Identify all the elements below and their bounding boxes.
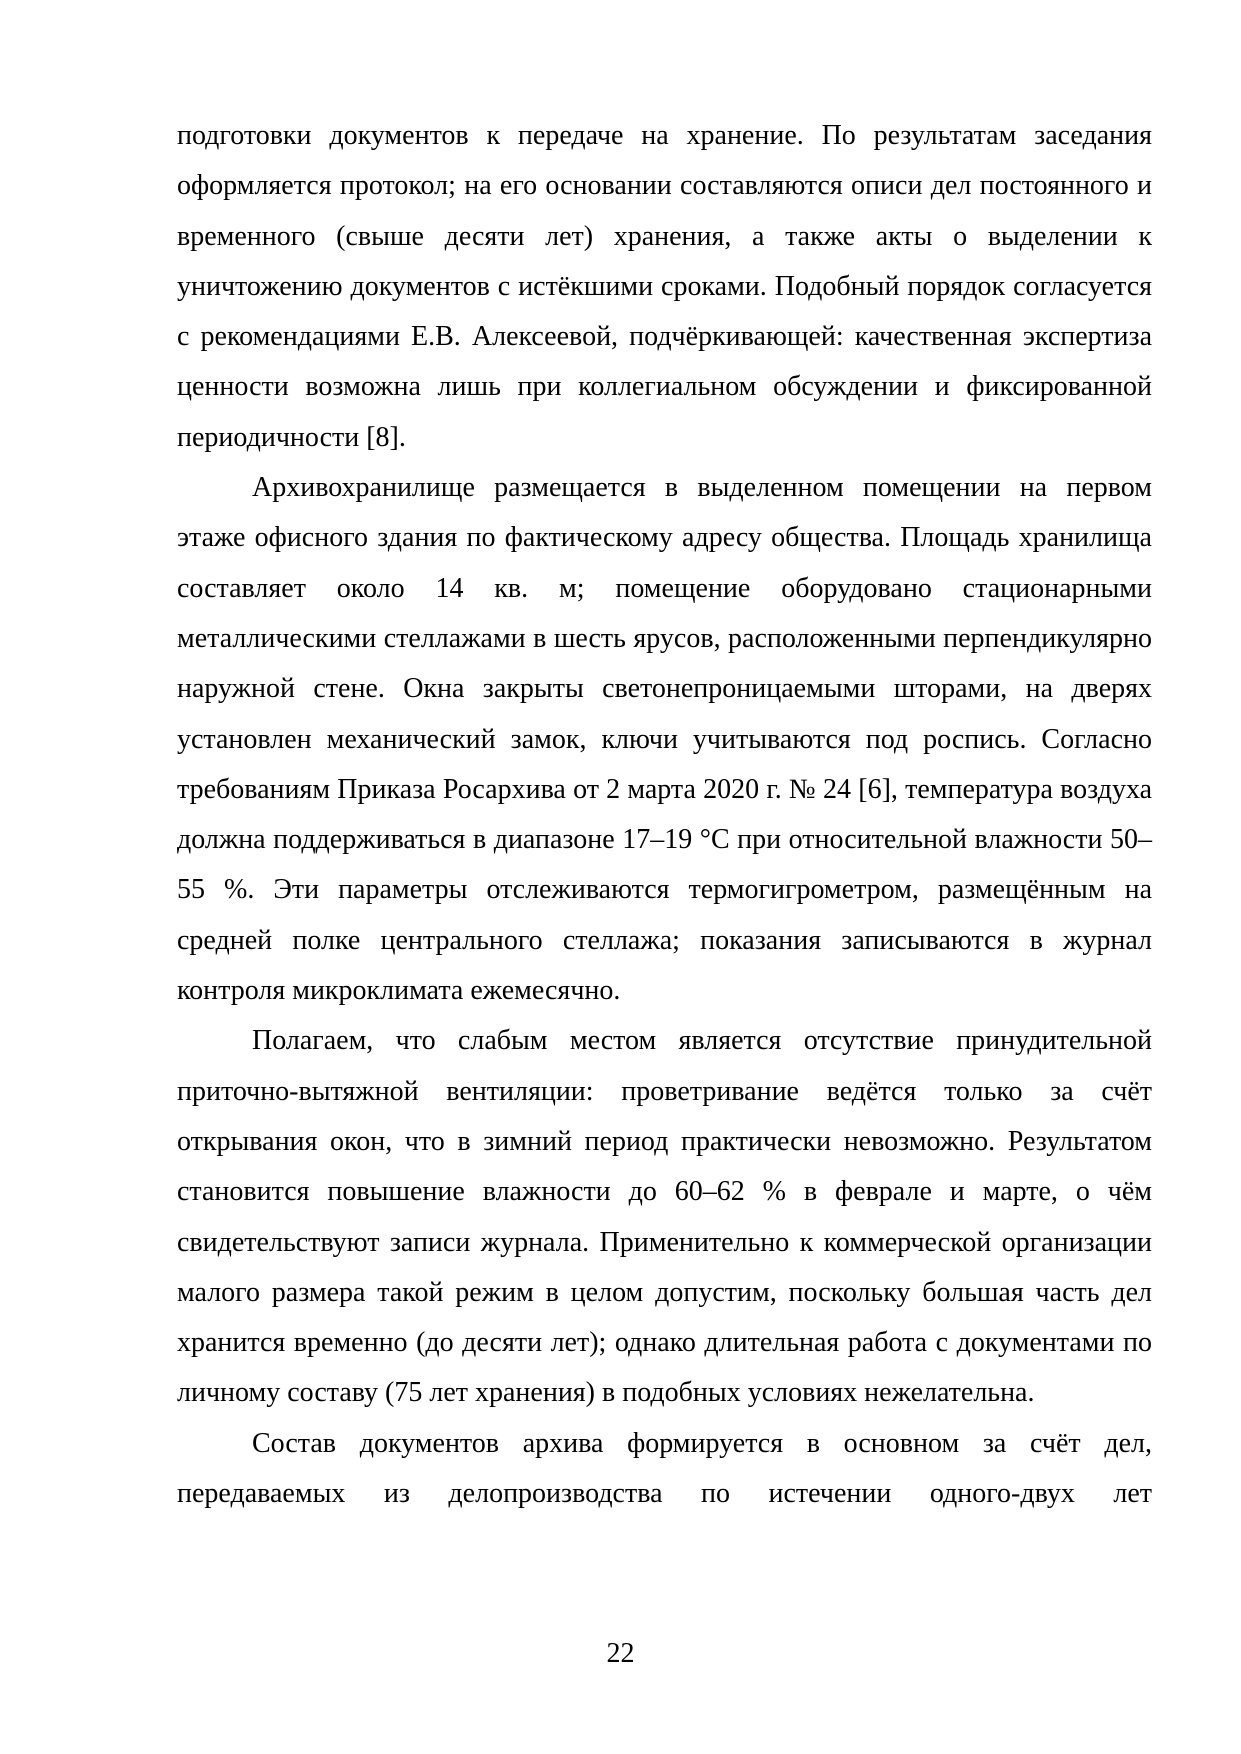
page-number: 22 bbox=[606, 1638, 635, 1669]
paragraph-continued: подготовки документов к передаче на хранение. По результатам заседания оформляется протокол; на его основании составляются описи дел постоянного и временного (свыше десяти лет) хранения, а также акты о выделении к уничтожению документов с истёкшими сроками. Подобный порядок согласуется с рекомендациями Е.В. Алексеевой, подчёркивающей: качественная экспертиза ценности возможна лишь при коллегиальном обсуждении и фиксированной периодичности [8]. bbox=[177, 120, 1152, 453]
paragraph-document-composition: Состав документов архива формируется в основном за счёт дел, передаваемых из делопроизводства по истечении одного-двух лет bbox=[177, 1427, 1152, 1510]
body-text bbox=[177, 111, 1152, 1519]
paragraph-archive-storage: Архивохранилище размещается в выделенном помещении на первом этаже офисного здания по фактическому адресу общества. Площадь хранилища составляет около 14 кв. м; помещение оборудовано стационарными металлическими стеллажами в шесть ярусов, расположенными перпендикулярно наружной стене. Окна закрыты светонепроницаемыми шторами, на дверях установлен механический замок, ключи учитываются под роспись. Согласно требованиям Приказа Росархива от 2 марта 2020 г. № 24 [6], температура воздуха должна поддерживаться в диапазоне 17–19 °С при относительной влажности 50–55 %. Эти параметры отслеживаются термогигрометром, размещённым на средней полке центрального стеллажа; показания записываются в журнал контроля микроклимата ежемесячно. bbox=[177, 472, 1152, 1007]
paragraph-ventilation: Полагаем, что слабым местом является отсутствие принудительной приточно-вытяжной вентиляции: проветривание ведётся только за счёт открывания окон, что в зимний период практически невозможно. Результатом становится повышение влажности до 60–62 % в феврале и марте, о чём свидетельствуют записи журнала. Применительно к коммерческой организации малого размера такой режим в целом допустим, поскольку большая часть дел хранится временно (до десяти лет); однако длительная работа с документами по личному составу (75 лет хранения) в подобных условиях нежелательна. bbox=[177, 1025, 1152, 1409]
